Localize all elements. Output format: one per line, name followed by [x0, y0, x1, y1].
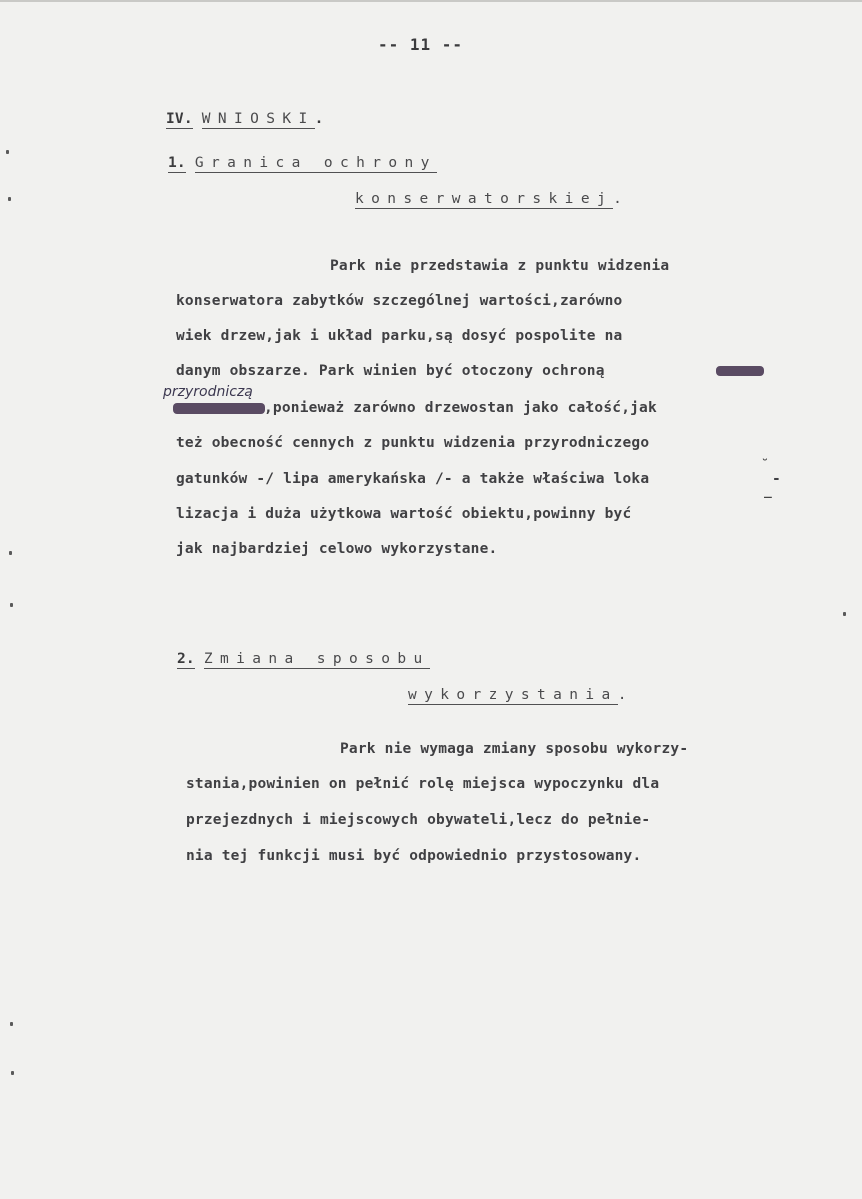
subheading-1-number: 1. — [168, 155, 186, 171]
page-number: -- 11 -- — [378, 35, 464, 54]
subheading-1-line2 — [355, 190, 629, 208]
para2-line: stania,powinien on pełnić rolę miejsca wypoczynku dla — [186, 776, 660, 792]
binding-mark — [10, 603, 13, 607]
underline-mark: _ — [764, 484, 772, 499]
para2-line: nia tej funkcji musi być odpowiednio przystosowany. — [186, 848, 642, 864]
breve-mark: ˘ — [761, 458, 769, 473]
handwritten-insertion: przyrodniczą — [163, 384, 253, 400]
para1-line: danym obszarze. Park winien być otoczony ochroną — [176, 363, 605, 379]
section-title-end: . — [314, 111, 324, 127]
para1-line: lizacja i duża użytkowa wartość obiektu,powinny być — [176, 506, 632, 522]
subheading-2-text: Zmiana sposobu — [203, 651, 430, 667]
para1-line: wiek drzew,jak i układ parku,są dosyć pospolite na — [176, 328, 623, 344]
subheading-1-line1 — [168, 154, 437, 172]
binding-mark — [10, 1022, 13, 1026]
para1-line: ,ponieważ zarówno drzewostan jako całość,jak — [264, 400, 657, 416]
para1-line: jak najbardziej celowo wykorzystane. — [176, 541, 498, 557]
para1-line: Park nie przedstawia z punktu widzenia — [330, 258, 670, 274]
section-number: IV. — [166, 111, 193, 127]
struck-out-word — [173, 403, 265, 414]
subheading-2-text2: wykorzystania — [408, 687, 618, 703]
subheading-1-text2: konserwatorskiej — [355, 191, 614, 207]
binding-mark — [11, 1071, 14, 1075]
section-title: WNIOSKI — [201, 111, 315, 127]
binding-mark — [9, 551, 12, 555]
subheading-2-line2 — [408, 686, 634, 704]
para2-line: Park nie wymaga zmiany sposobu wykorzy- — [340, 741, 689, 757]
para2-line: przejezdnych i miejscowych obywateli,lecz do pełnie- — [186, 812, 651, 828]
subheading-2-line1 — [177, 650, 430, 668]
page-edge-line — [0, 0, 862, 2]
binding-mark — [8, 197, 11, 201]
section-heading — [166, 110, 324, 128]
subheading-1-text: Granica ochrony — [194, 155, 437, 171]
subheading-1-end: . — [613, 191, 630, 207]
hyphen-mark: - — [772, 471, 781, 487]
binding-mark — [6, 150, 9, 154]
struck-out-word — [716, 366, 764, 376]
para1-line: konserwatora zabytków szczególnej wartości,zarówno — [176, 293, 623, 309]
binding-mark — [843, 612, 846, 616]
subheading-2-end: . — [617, 687, 634, 703]
subheading-2-number: 2. — [177, 651, 195, 667]
para1-line: też obecność cennych z punktu widzenia przyrodniczego — [176, 435, 650, 451]
para1-line: gatunków -/ lipa amerykańska /- a także właściwa loka — [176, 471, 650, 487]
